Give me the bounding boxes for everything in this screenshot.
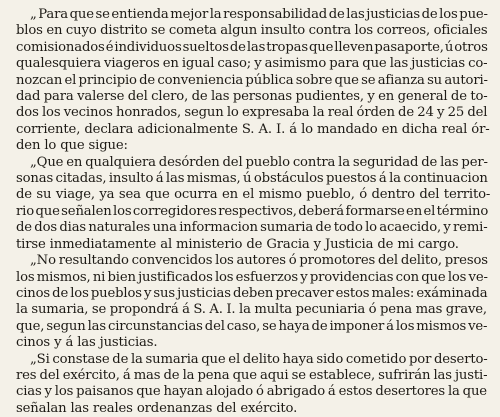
paragraph-1 bbox=[16, 7, 490, 155]
text-line: corriente, declara adicionalmente S. A. I. á lo mandado en dicha real ór- bbox=[16, 121, 490, 137]
document-text bbox=[16, 7, 490, 417]
text-line: cinos de los pueblos y sus justicias deben precaver estos males: exáminada bbox=[16, 285, 488, 301]
text-line: qualesquiera viageros en igual caso; y asimismo para que las justicias co- bbox=[16, 56, 488, 72]
text-line: dad para valerse del clero, de las personas pudientes, y en general de to- bbox=[16, 89, 488, 105]
paragraph-3 bbox=[16, 253, 490, 351]
text-line: sonas citadas, insulto á las mismas, ú obstáculos puestos á la continuacion bbox=[16, 171, 488, 187]
text-line: los mismos, ni bien justificados los esfuerzos y providencias con que los ve- bbox=[16, 269, 488, 285]
text-line: tirse inmediatamente al ministerio de Gracia y Justicia de mi cargo. bbox=[16, 236, 459, 252]
text-line: res del exército, á mas de la pena que aqui se establece, sufrirán las justi- bbox=[16, 367, 488, 383]
text-line: que, segun las circunstancias del caso, se haya de imponer á los mismos ve- bbox=[16, 318, 488, 334]
paragraph-4 bbox=[16, 352, 490, 417]
text-line: de su viage, ya sea que ocurra en el mismo pueblo, ó dentro del territo- bbox=[16, 187, 491, 203]
text-line: la sumaria, se propondrá á S. A. I. la multa pecuniaria ó pena mas grave, bbox=[16, 302, 487, 318]
text-line: blos en cuyo distrito se cometa algun insulto contra los correos, oficiales bbox=[16, 23, 488, 39]
text-line: „No resultando convencidos los autores ó promotores del delito, presos bbox=[30, 253, 488, 269]
text-line: dos los vecinos honrados, segun lo expresaba la real órden de 24 y 25 del bbox=[16, 105, 488, 121]
text-line: nozcan el principio de conveniencia pública sobre que se afianza su autori- bbox=[16, 72, 488, 88]
paragraph-2 bbox=[16, 155, 490, 253]
text-line: de dos dias naturales una informacion sumaria de todo lo acaecido, y remi- bbox=[16, 220, 488, 236]
text-line: cinos y á las justicias. bbox=[16, 335, 158, 351]
text-line: señalan las reales ordenanzas del exército. bbox=[16, 400, 298, 416]
text-line: cias y los paisanos que hayan alojado ó abrigado á estos desertores la que bbox=[16, 384, 487, 400]
text-line: „ Para que se entienda mejor la responsabilidad de las justicias de los pue- bbox=[30, 7, 488, 22]
text-line: rio que señalen los corregidores respectivos, deberá formarse en el término bbox=[16, 203, 489, 219]
text-line: comisionados é individuos sueltos de las tropas que lleven pasaporte, ú otros bbox=[16, 39, 488, 55]
text-line: „Que en qualquiera desórden del pueblo contra la seguridad de las per- bbox=[30, 154, 488, 170]
text-line: den lo que sigue: bbox=[16, 138, 128, 154]
text-line: „Si constase de la sumaria que el delito haya sido cometido por deserto- bbox=[30, 351, 488, 367]
